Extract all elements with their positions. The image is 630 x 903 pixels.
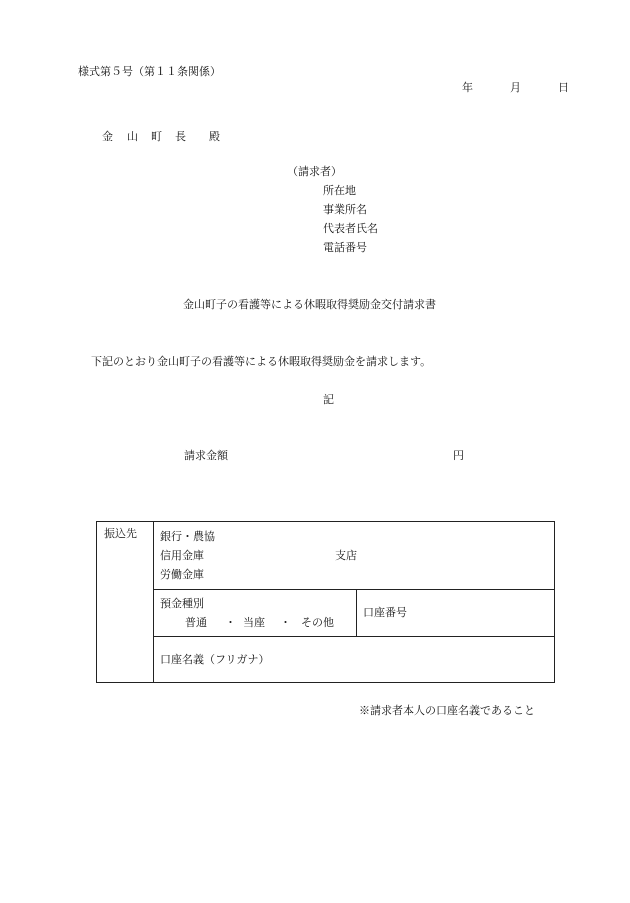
account-name-label: 口座名義（フリガナ） (160, 653, 270, 666)
requester-label: （請求者） (287, 165, 342, 178)
requester-field-representative: 代表者氏名 (323, 222, 378, 235)
addressee-char-2: 山 (127, 130, 138, 143)
deposit-type-label: 預金種別 (160, 597, 204, 610)
addressee-char-3: 町 (151, 130, 162, 143)
bank-transfer-table (96, 521, 555, 683)
body-text: 下記のとおり金山町子の看護等による休暇取得奨励金を請求します。 (91, 355, 432, 368)
table-column-divider (153, 522, 154, 682)
requester-field-address: 所在地 (323, 184, 356, 197)
bank-type-shinkin: 信用金庫 (160, 549, 204, 562)
date-year-label: 年 (462, 81, 473, 94)
deposit-option-current: 当座 (243, 616, 265, 629)
deposit-option-separator-2: ・ (280, 616, 291, 629)
table-deposit-divider (356, 589, 357, 636)
addressee-honorific: 殿 (209, 130, 220, 143)
date-month-label: 月 (510, 81, 521, 94)
table-row-divider-1 (153, 589, 554, 590)
requester-field-company: 事業所名 (323, 203, 367, 216)
account-number-label: 口座番号 (363, 606, 407, 619)
account-note: ※請求者本人の口座名義であること (359, 704, 535, 717)
requester-field-phone: 電話番号 (323, 241, 367, 254)
deposit-option-ordinary: 普通 (185, 616, 207, 629)
document-title: 金山町子の看護等による休暇取得奨励金交付請求書 (183, 298, 436, 311)
bank-type-bank-coop: 銀行・農協 (160, 530, 215, 543)
ki-marker: 記 (323, 393, 334, 406)
date-day-label: 日 (558, 81, 569, 94)
bank-type-rokin: 労働金庫 (160, 568, 204, 581)
deposit-option-other: その他 (301, 616, 334, 629)
branch-label: 支店 (335, 549, 357, 562)
table-row-divider-2 (153, 636, 554, 637)
deposit-option-separator-1: ・ (225, 616, 236, 629)
addressee-char-4: 長 (175, 130, 186, 143)
form-number: 様式第５号（第１１条関係） (78, 65, 221, 78)
claim-amount-label: 請求金額 (184, 449, 228, 462)
claim-amount-unit: 円 (453, 449, 464, 462)
transfer-destination-label: 振込先 (104, 527, 137, 540)
addressee-char-1: 金 (102, 130, 113, 143)
